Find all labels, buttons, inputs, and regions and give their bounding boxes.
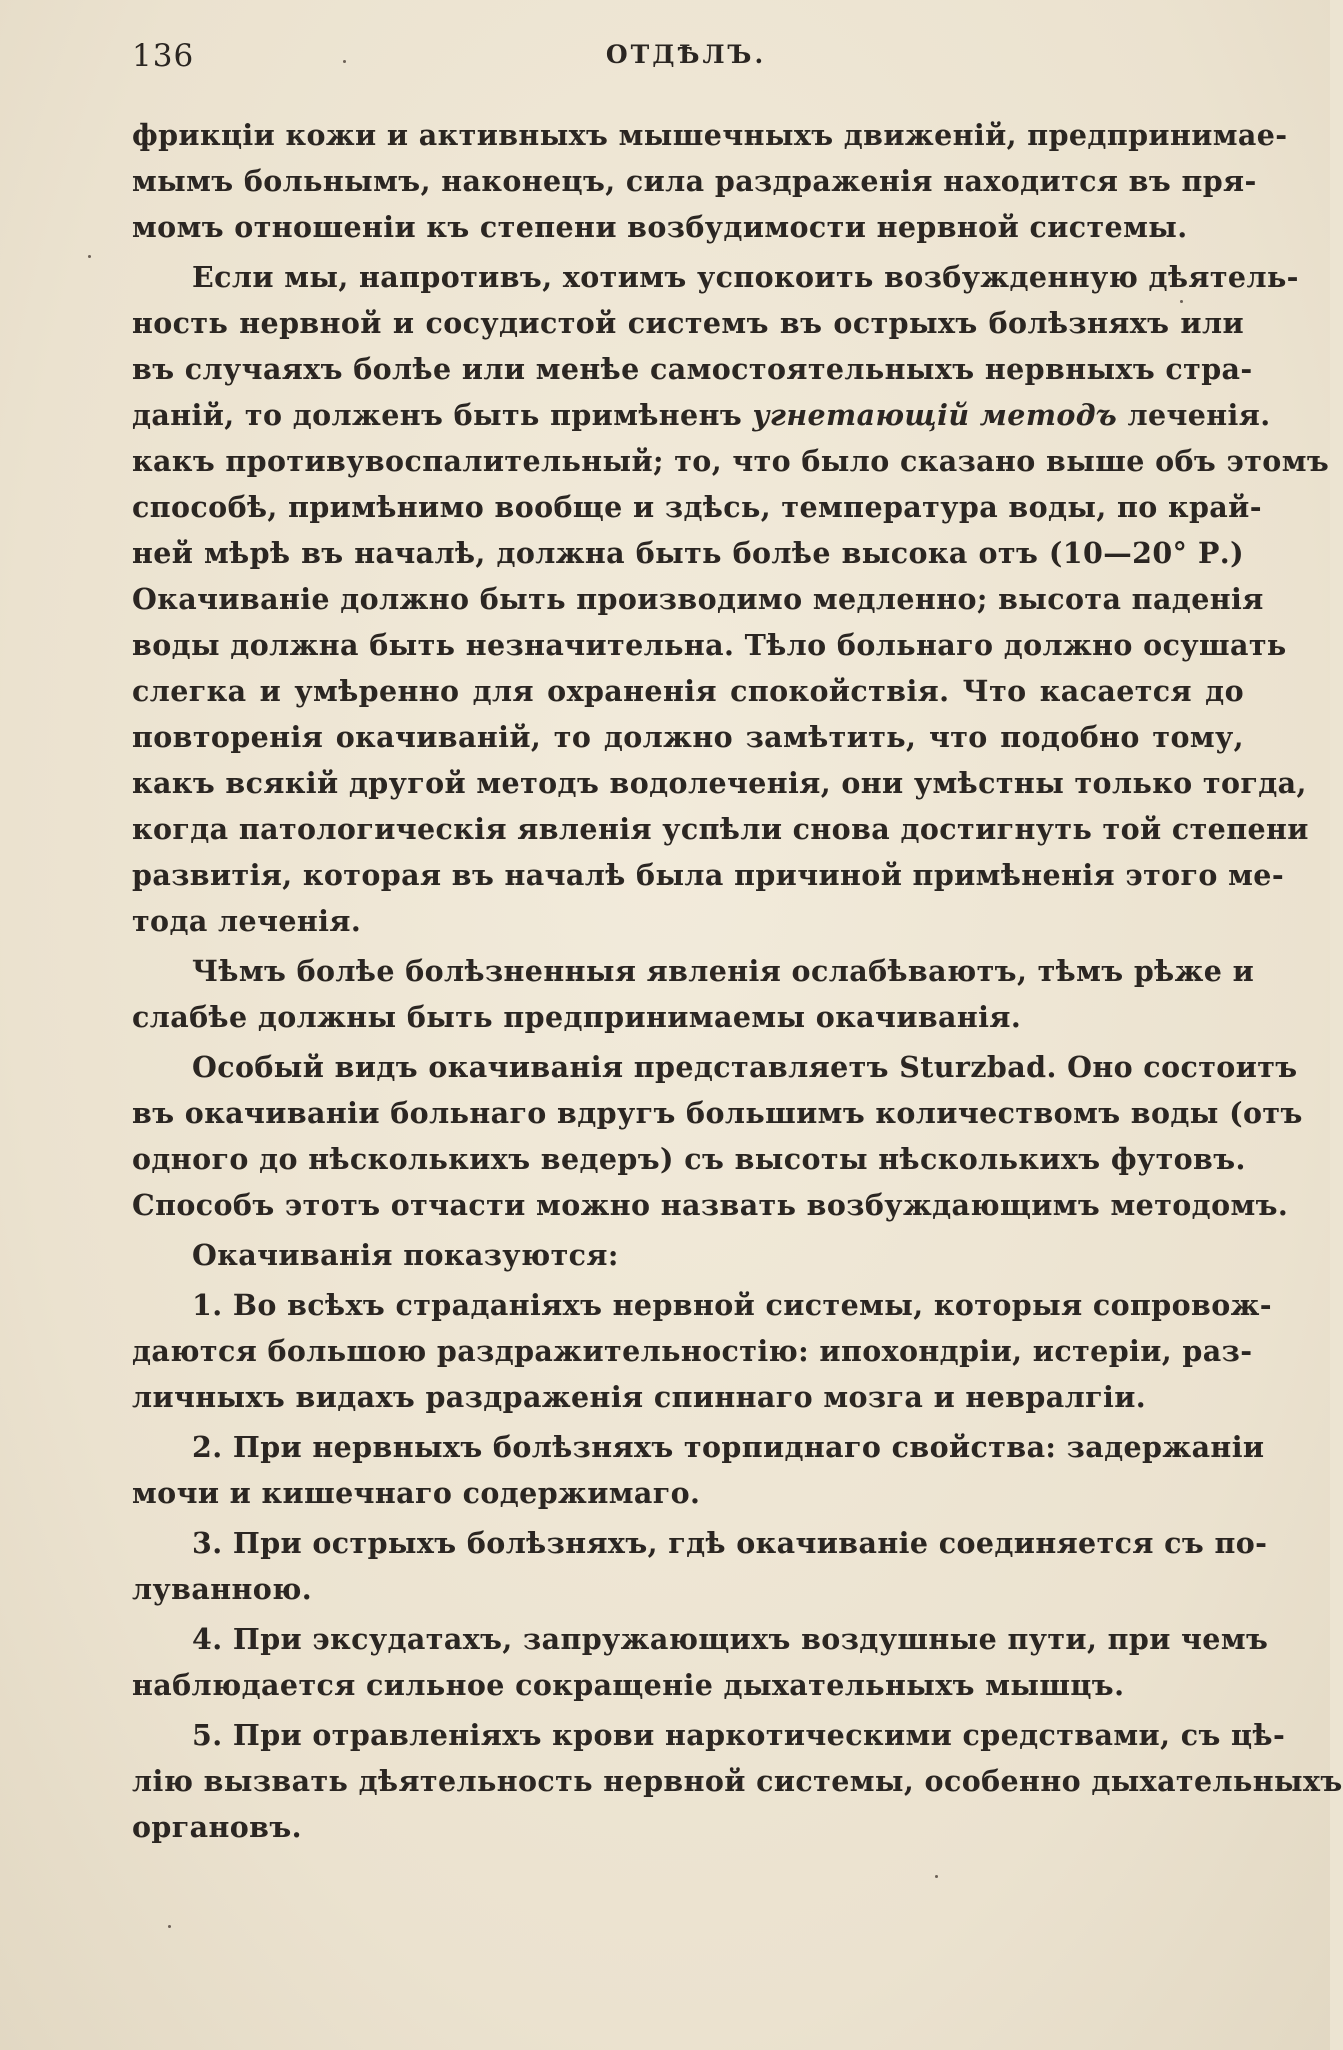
emphasized-term: угнетающій методъ <box>752 398 1118 432</box>
running-head: ОТДѢЛЪ. <box>605 40 767 69</box>
text-line: развитія, которая въ началѣ была причиной примѣненія этого ме- <box>132 858 1285 892</box>
text-line: повторенія окачиваній, то должно замѣтить, что подобно тому, <box>132 720 1244 754</box>
list-item-line: луванною. <box>132 1572 313 1606</box>
list-item-line: 2. При нервныхъ болѣзняхъ торпиднаго свойства: задержаніи <box>192 1430 1265 1464</box>
page-number: 136 <box>132 38 195 74</box>
text-line: тода леченія. <box>132 904 362 938</box>
text-run: леченія. <box>1127 398 1271 432</box>
text-line: слабѣе должны быть предпринимаемы окачиванія. <box>132 1000 1022 1034</box>
list-item-line: мочи и кишечнаго содержимаго. <box>132 1476 701 1510</box>
text-line: воды должна быть незначительна. Тѣло больнаго должно осушать <box>132 628 1287 662</box>
list-item-line: наблюдается сильное сокращеніе дыхательныхъ мышцъ. <box>132 1668 1125 1702</box>
text-line: Чѣмъ болѣе болѣзненныя явленія ослабѣваютъ, тѣмъ рѣже и <box>192 954 1255 988</box>
text-line: Способъ этотъ отчасти можно назвать возбуждающимъ методомъ. <box>132 1188 1289 1222</box>
list-item-line: личныхъ видахъ раздраженія спиннаго мозга и невралгіи. <box>132 1380 1147 1414</box>
list-item-line: 1. Во всѣхъ страданіяхъ нервной системы, которыя сопровож- <box>192 1288 1273 1322</box>
text-line: момъ отношеніи къ степени возбудимости нервной системы. <box>132 210 1188 244</box>
list-item-line: 4. При эксудатахъ, запружающихъ воздушные пути, при чемъ <box>192 1622 1269 1656</box>
print-speck <box>88 255 91 258</box>
text-line: въ случаяхъ болѣе или менѣе самостоятельныхъ нервныхъ стра- <box>132 352 1253 386</box>
list-item-line: 5. При отравленіяхъ крови наркотическими средствами, съ цѣ- <box>192 1718 1286 1752</box>
text-line: какъ противувоспалительный; то, что было сказано выше объ этомъ <box>132 444 1330 478</box>
text-line: Окачиваніе должно быть производимо медленно; высота паденія <box>132 582 1264 616</box>
text-line: Окачиванія показуются: <box>192 1238 619 1272</box>
text-line: въ окачиваніи больнаго вдругъ большимъ количествомъ воды (отъ <box>132 1096 1303 1130</box>
text-line: Особый видъ окачиванія представляетъ Sturzbad. Оно состоитъ <box>192 1050 1298 1084</box>
list-item-line: 3. При острыхъ болѣзняхъ, гдѣ окачиваніе соединяется съ по- <box>192 1526 1268 1560</box>
text-line: способѣ, примѣнимо вообще и здѣсь, температура воды, по край- <box>132 490 1262 524</box>
list-item-line: лію вызвать дѣятельность нервной системы, особенно дыхательныхъ <box>132 1764 1343 1798</box>
text-line: Если мы, напротивъ, хотимъ успокоить возбужденную дѣятель- <box>192 260 1299 294</box>
list-item-line: даются большою раздражительностію: ипохондріи, истеріи, раз- <box>132 1334 1253 1368</box>
text-line-with-emphasis <box>132 392 1271 438</box>
text-line: мымъ больнымъ, наконецъ, сила раздраженія находится въ пря- <box>132 164 1257 198</box>
print-speck <box>168 1925 171 1928</box>
text-line: ность нервной и сосудистой системъ въ острыхъ болѣзняхъ или <box>132 306 1244 340</box>
text-line: какъ всякій другой методъ водолеченія, они умѣстны только тогда, <box>132 766 1307 800</box>
text-line: когда патологическія явленія успѣли снова достигнуть той степени <box>132 812 1309 846</box>
list-item-line: органовъ. <box>132 1810 302 1844</box>
text-line: одного до нѣсколькихъ ведеръ) съ высоты нѣсколькихъ футовъ. <box>132 1142 1246 1176</box>
print-speck <box>935 1875 938 1878</box>
text-line: слегка и умѣренно для охраненія спокойствія. Что касается до <box>132 674 1244 708</box>
text-line: ней мѣрѣ въ началѣ, должна быть болѣе высока отъ (10—20° Р.) <box>132 536 1244 570</box>
page-header <box>132 38 1240 78</box>
body-text <box>132 112 1343 1850</box>
text-line: фрикціи кожи и активныхъ мышечныхъ движеній, предпринимае- <box>132 118 1288 152</box>
text-run: даній, то долженъ быть примѣненъ <box>132 398 743 432</box>
